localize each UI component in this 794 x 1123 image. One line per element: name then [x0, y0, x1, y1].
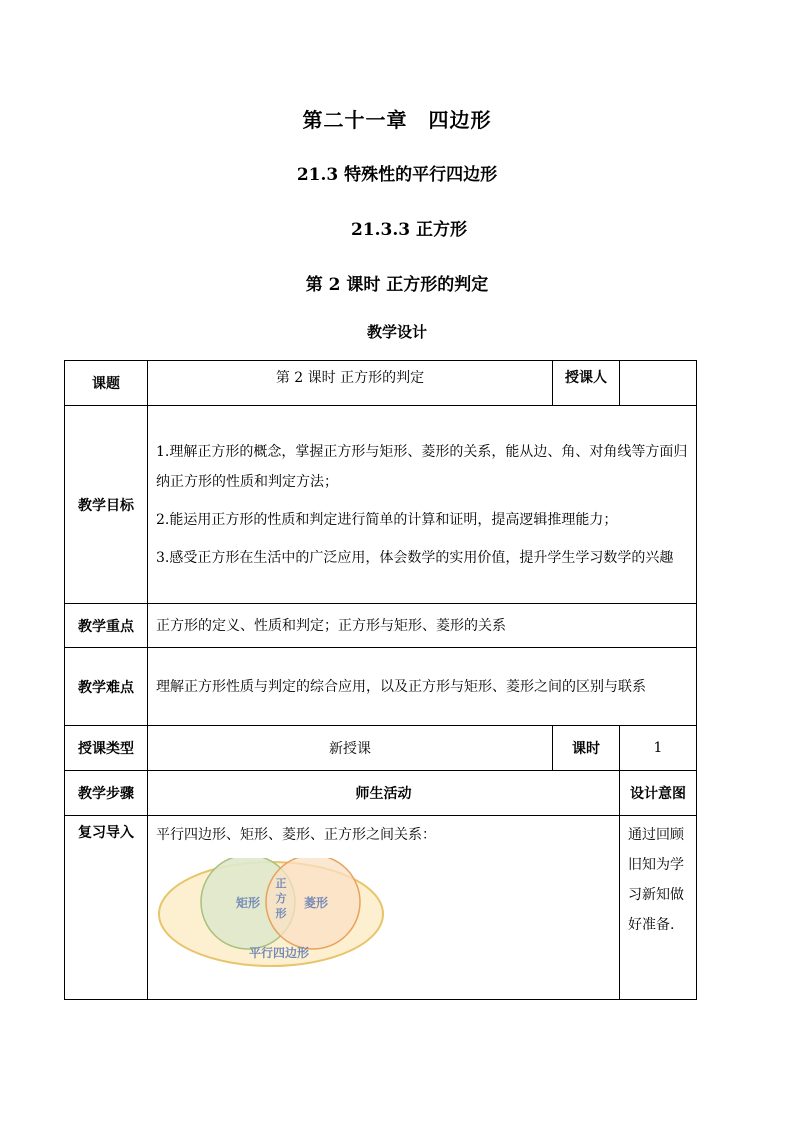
- difficulty-label: 教学难点: [65, 648, 148, 726]
- subsection-title: 21.3.3 正方形: [350, 220, 468, 240]
- type-label: 授课类型: [65, 726, 148, 771]
- row-steps-header: [65, 771, 697, 816]
- steps-label: 教学步骤: [65, 771, 148, 816]
- row-difficulty: [65, 648, 697, 726]
- square-label-char: 正: [275, 877, 287, 890]
- key-points-value: 正方形的定义、性质和判定；正方形与矩形、菱形的关系: [148, 604, 697, 648]
- difficulty-value: 理解正方形性质与判定的综合应用，以及正方形与矩形、菱形之间的区别与联系: [148, 648, 697, 726]
- activity-label: 师生活动: [148, 771, 620, 816]
- row-objectives: [65, 406, 697, 604]
- square-label-char: 方: [275, 892, 287, 905]
- topic-value: 第 2 课时 正方形的判定: [148, 361, 553, 406]
- row-type: [65, 726, 697, 771]
- teacher-label: 授课人: [553, 361, 620, 406]
- row-review: [65, 816, 697, 1000]
- type-value: 新授课: [148, 726, 553, 771]
- row-key-points: [65, 604, 697, 648]
- hours-value: 1: [620, 726, 697, 771]
- topic-label: 课题: [65, 361, 148, 406]
- objective-item: 3.感受正方形在生活中的广泛应用，体会数学的实用价值，提升学生学习数学的兴趣: [156, 549, 674, 566]
- section-title: 21.3 特殊性的平行四边形: [296, 165, 498, 185]
- objective-item: 1.理解正方形的概念，掌握正方形与矩形、菱形的关系，能从边、角、对角线等方面归纳正方形的性质和判定方法；: [156, 443, 688, 490]
- objectives-label: 教学目标: [65, 406, 148, 604]
- quadrilateral-venn-diagram: [156, 858, 396, 968]
- objectives-list: [148, 406, 697, 604]
- teacher-value: [620, 361, 697, 406]
- rectangle-label: 矩形: [235, 896, 261, 910]
- review-intent: 通过回顾旧知为学习新知做好准备.: [620, 816, 697, 1000]
- objective-item: 2.能运用正方形的性质和判定进行简单的计算和证明，提高逻辑推理能力；: [156, 511, 618, 528]
- key-points-label: 教学重点: [65, 604, 148, 648]
- parallelogram-label: 平行四边形: [248, 946, 310, 960]
- row-topic: [65, 361, 697, 406]
- review-text: 平行四边形、矩形、菱形、正方形之间关系：: [156, 827, 436, 843]
- square-label-char: 形: [275, 907, 287, 920]
- lesson-title: 第 2 课时 正方形的判定: [305, 275, 489, 295]
- hours-label: 课时: [553, 726, 620, 771]
- review-label: 复习导入: [65, 816, 148, 1000]
- lesson-plan-table: [64, 360, 697, 1000]
- rhombus-label: 菱形: [303, 896, 329, 910]
- review-content: [148, 816, 620, 1000]
- chapter-title: 第二十一章 四边形: [302, 108, 492, 132]
- intent-label: 设计意图: [620, 771, 697, 816]
- design-title: 教学设计: [366, 323, 427, 341]
